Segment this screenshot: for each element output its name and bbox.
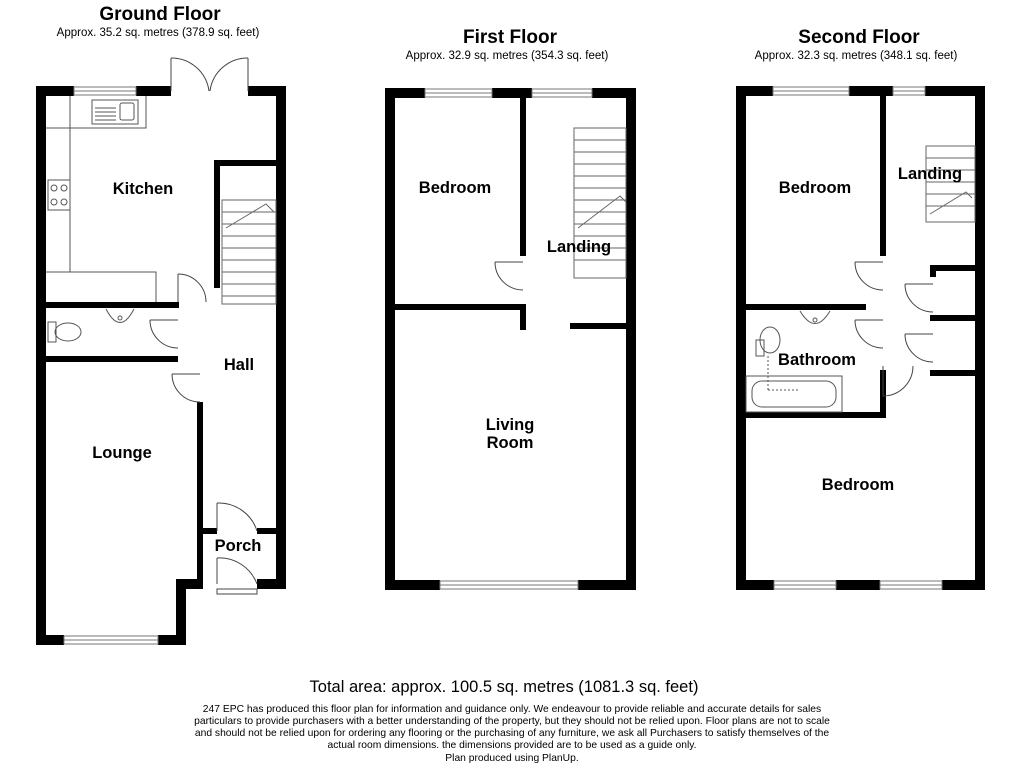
room-label-hall: Hall: [223, 356, 255, 374]
ground-floor-area: Approx. 35.2 sq. metres (378.9 sq. feet): [56, 27, 260, 39]
room-label-bedroom: Bedroom: [418, 179, 492, 197]
room-label-room: Room: [486, 434, 534, 452]
room-label-landing: Landing: [546, 238, 612, 256]
second-floor-doors: [855, 262, 933, 396]
first-floor-walls: [385, 88, 636, 590]
first-floor-title: First Floor: [463, 27, 557, 48]
room-label-porch: Porch: [214, 537, 262, 555]
total-area: Total area: approx. 100.5 sq. metres (1081.3 sq. feet): [309, 678, 699, 696]
disclaimer-line-4: actual room dimensions. the dimensions provided are to be used as a guide only.: [327, 740, 697, 751]
first-floor-area: Approx. 32.9 sq. metres (354.3 sq. feet): [405, 50, 609, 62]
room-label-bedroom-2: Bedroom: [821, 476, 895, 494]
ground-floor-plan: [36, 4, 286, 645]
plan-credit: Plan produced using PlanUp.: [445, 753, 579, 764]
ground-floor-doors: [150, 58, 257, 594]
first-floor-windows: [425, 89, 592, 589]
second-floor-area: Approx. 32.3 sq. metres (348.1 sq. feet): [754, 50, 958, 62]
room-label-bedroom: Bedroom: [778, 179, 852, 197]
ground-floor-title: Ground Floor: [99, 4, 221, 25]
room-label-lounge: Lounge: [92, 444, 152, 462]
disclaimer-line-3: and should not be relied upon for ordering any flooring or the purchasing of any furniture, we ask all Purchasers to satisfy themselves of the: [194, 728, 830, 739]
second-floor-title: Second Floor: [798, 27, 920, 48]
hob-icon: [48, 180, 70, 210]
second-floor-windows: [773, 87, 942, 589]
ground-floor-stairs: [222, 200, 276, 304]
wc-fittings: [48, 309, 134, 342]
disclaimer-line-1: 247 EPC has produced this floor plan for information and guidance only. We endeavour to provide reliable and accurate details for sales: [202, 704, 822, 715]
second-floor-stairs: [926, 146, 975, 222]
footer: [194, 678, 830, 764]
first-floor-doors: [495, 262, 523, 290]
second-floor-walls: [736, 86, 985, 590]
toilet-icon: [55, 323, 81, 341]
disclaimer-line-2: particulars to provide purchasers with a better understanding of the property, but they should not be relied upon. Floor plans are not to scale: [194, 716, 830, 727]
room-label-living: Living: [485, 416, 535, 434]
room-label-landing: Landing: [897, 165, 963, 183]
second-floor-plan: [736, 27, 985, 590]
kitchen-fittings: [46, 96, 156, 302]
first-floor-plan: [385, 27, 636, 590]
room-label-kitchen: Kitchen: [112, 180, 174, 198]
room-label-bathroom: Bathroom: [778, 351, 856, 369]
ground-floor-windows: [64, 87, 158, 644]
